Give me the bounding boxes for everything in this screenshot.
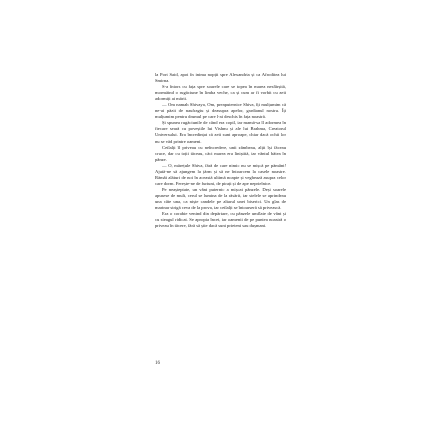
paragraph: S-a întors cu fața spre soarele care se topea în marea nesfârșită, mormăind o rugăciune în limba veche, ca și cum ar fi vorbit cu zeii adormiți ai mării.: [155, 84, 286, 102]
paragraph: Ceilalți îl priveau cu neîncredere, unii zâmbeau, alții își făceau cruce, dar cu toții tăceau, căci marea era liniștită, iar vântul bătea în pânze.: [155, 144, 286, 162]
paragraph: Era o corabie venind din depărtare, cu pânzele umflate de vânt și cu steagul ridicat. Se apropia încet, iar oamenii de pe puntea noastră o priveau în tăcere, fără să știe dacă sunt prieteni sau dușmani.: [155, 211, 286, 229]
paragraph: — Om namah Shivaya, Om, preaputernice Shiva, îți mulțumim că ne-ai păzit de naufragiu și deasupra apelor, gardianul nostru. Îți mulțumim pentru drumul pe care l-ai deschis în fața noastră.: [155, 102, 286, 120]
paragraph: Și spunea rugăciunile de când era copil, iar mamă-sa îl adormea în fiecare seară cu poveștile lui Vishnu și ale lui Brahma, Creatorul Universului. Era încredințat că zeii sunt aproape, chiar dacă ochii lor nu se văd printre oameni.: [155, 120, 286, 144]
page-number: 16: [155, 361, 160, 366]
paragraph: la Port Said, apoi în inima nopții spre Alexandria și ca Afroditea lui Smirna.: [155, 72, 286, 84]
paragraph: — O, mărețule Shiva, fără de care nimic nu se mișcă pe pământ! Ajută-ne să ajungem la țărm și să ne întoarcem la casele noastre. Rămâi alături de noi în această ultimă noapte și veghează asupra celor care dorm. Ferește-ne de furtuni, de pirați și de ape neprielnice.: [155, 162, 286, 186]
paragraph: Pe neașteptate, un vânt puternic a mișcat pânzele. Deși soarele apusese de mult, cerul se lumina de la răsărit, iar stelele se aprindeau una câte una, ca niște candele pe altarul unei biserici. Un glas de marinar strigă ceva de la prova, iar ceilalți se întoarseră să privească.: [155, 186, 286, 211]
body-text: [155, 72, 286, 229]
